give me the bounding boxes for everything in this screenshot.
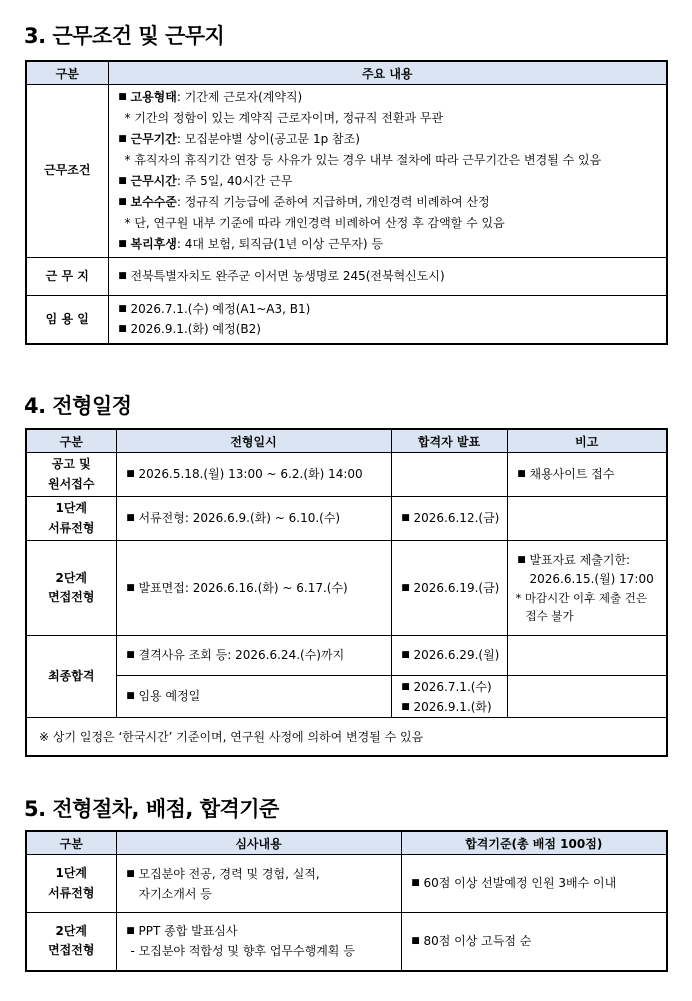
row-label-document-screening: 1단계 서류전형 [26, 497, 116, 541]
announcement-cell: ■ 2026.6.19.(금) [391, 541, 507, 636]
work-conditions-table [25, 60, 668, 345]
bullet-item: ■ 고용형태: 기간제 근로자(계약직) [118, 90, 303, 104]
note-item: * 휴직자의 휴직기간 연장 등 사유가 있는 경우 내부 절차에 따라 근무기간은 변경될 수 있음 [124, 153, 602, 167]
remarks-cell: ■ 발표자료 제출기한: 2026.6.15.(월) 17:00 * 마감시간 이후 제출 건은 접수 불가 [507, 541, 667, 636]
schedule-cell: ■ 2026.5.18.(월) 13:00 ~ 6.2.(화) 14:00 [116, 453, 391, 497]
row-label-interview: 2단계 면접전형 [26, 913, 116, 971]
row-label-document-screening: 1단계 서류전형 [26, 855, 116, 913]
row-label-appointment-date: 임 용 일 [26, 296, 108, 344]
work-conditions-cell [108, 85, 667, 258]
schedule-cell: ■ 발표면접: 2026.6.16.(화) ~ 6.17.(수) [116, 541, 391, 636]
note-item: * 단, 연구원 내부 기준에 따라 개인경력 비례하여 산정 후 감액할 수 있음 [124, 216, 505, 230]
schedule-cell: ■ 결격사유 조회 등: 2026.6.24.(수)까지 [116, 636, 391, 676]
announcement-cell: ■ 2026.6.29.(월) [391, 636, 507, 676]
pass-criteria-cell: ■ 60점 이상 선발예정 인원 3배수 이내 [401, 855, 667, 913]
header-announcement: 합격자 발표 [391, 429, 507, 453]
section-4-title: 4. 전형일정 [24, 394, 132, 418]
header-pass-criteria: 합격기준(총 배점 100점) [401, 831, 667, 855]
workplace-cell: ■ 전북특별자치도 완주군 이서면 농생명로 245(전북혁신도시) [108, 258, 667, 296]
header-category: 구분 [26, 61, 108, 85]
pass-criteria-cell: ■ 80점 이상 고득점 순 [401, 913, 667, 971]
section-3-title: 3. 근무조건 및 근무지 [24, 24, 225, 48]
header-remarks: 비고 [507, 429, 667, 453]
bullet-item: ■ 근무시간: 주 5일, 40시간 근무 [118, 174, 293, 188]
schedule-footnote: ※ 상기 일정은 ‘한국시간’ 기준이며, 연구원 사정에 의하여 변경될 수 있음 [26, 718, 667, 756]
header-main-content: 주요 내용 [108, 61, 667, 85]
row-label-application: 공고 및 원서접수 [26, 453, 116, 497]
schedule-table [25, 428, 668, 757]
remarks-cell [507, 676, 667, 718]
note-item: * 기간의 정함이 있는 계약직 근로자이며, 정규직 전환과 무관 [124, 111, 444, 125]
header-schedule: 전형일시 [116, 429, 391, 453]
remarks-cell: ■ 채용사이트 접수 [507, 453, 667, 497]
header-category: 구분 [26, 831, 116, 855]
schedule-cell: ■ 서류전형: 2026.6.9.(화) ~ 6.10.(수) [116, 497, 391, 541]
section-5-title: 5. 전형절차, 배점, 합격기준 [24, 797, 279, 821]
criteria-table [25, 830, 668, 972]
remarks-cell [507, 497, 667, 541]
announcement-cell: ■ 2026.6.12.(금) [391, 497, 507, 541]
bullet-item: ■ 복리후생: 4대 보험, 퇴직금(1년 이상 근무자) 등 [118, 237, 383, 251]
schedule-cell: ■ 임용 예정일 [116, 676, 391, 718]
announcement-cell [391, 453, 507, 497]
review-content-cell: ■ 모집분야 전공, 경력 및 경험, 실적, 자기소개서 등 [116, 855, 401, 913]
announcement-cell: ■ 2026.7.1.(수) ■ 2026.9.1.(화) [391, 676, 507, 718]
header-category: 구분 [26, 429, 116, 453]
bullet-item: ■ 보수수준: 정규직 기능급에 준하여 지급하며, 개인경력 비례하여 산정 [118, 195, 490, 209]
row-label-final: 최종합격 [26, 636, 116, 718]
remarks-cell [507, 636, 667, 676]
appointment-date-cell: ■ 2026.7.1.(수) 예정(A1~A3, B1) ■ 2026.9.1.(화) 예정(B2) [108, 296, 667, 344]
row-label-interview: 2단계 면접전형 [26, 541, 116, 636]
bullet-item: ■ 근무기간: 모집분야별 상이(공고문 1p 참조) [118, 132, 360, 146]
row-label-workplace: 근 무 지 [26, 258, 108, 296]
review-content-cell: ■ PPT 종합 발표심사 - 모집분야 적합성 및 향후 업무수행계획 등 [116, 913, 401, 971]
row-label-work-conditions: 근무조건 [26, 85, 108, 258]
header-review-content: 심사내용 [116, 831, 401, 855]
